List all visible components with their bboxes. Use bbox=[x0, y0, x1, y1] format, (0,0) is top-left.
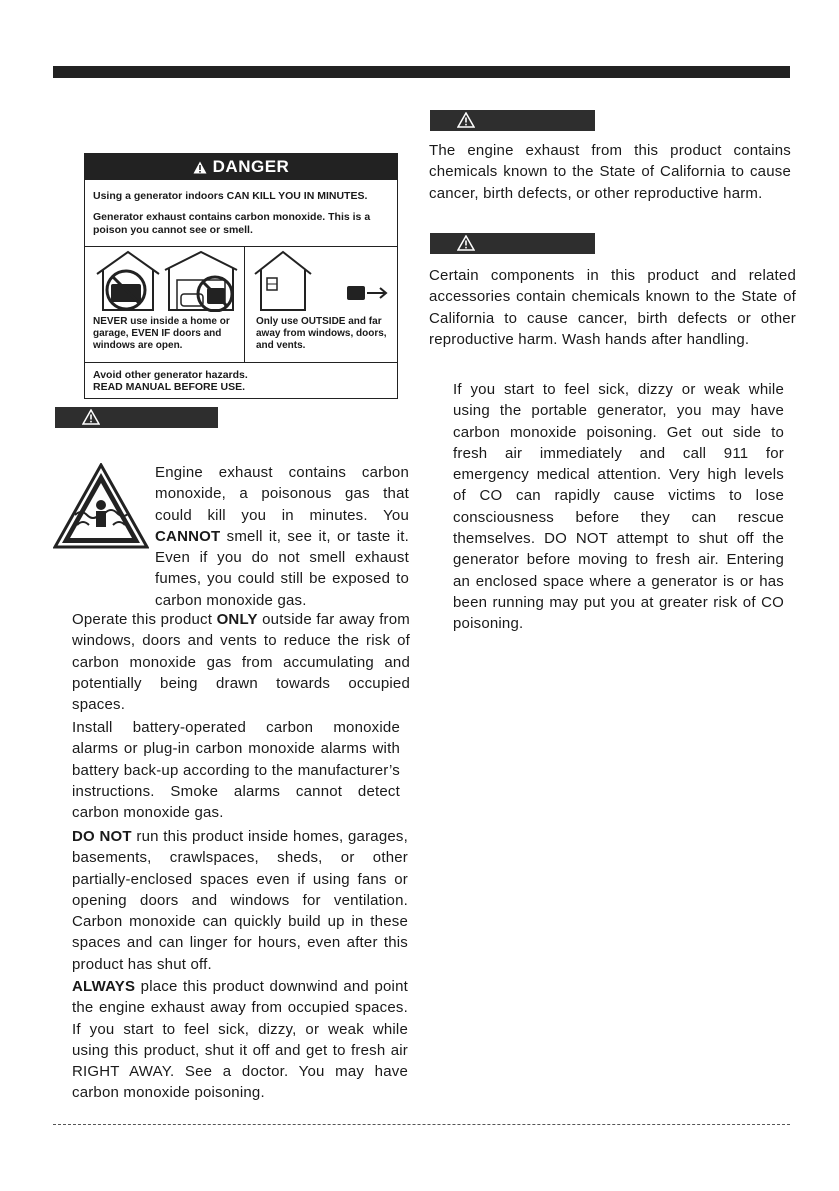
panel-left-text: NEVER use inside a home or garage, EVEN IF doors and windows are open. bbox=[93, 316, 230, 351]
danger-footer-2: READ MANUAL BEFORE USE. bbox=[93, 381, 246, 393]
divider bbox=[244, 246, 245, 362]
danger-footer-1: Avoid other generator hazards. bbox=[93, 369, 248, 381]
outdoor-use-pictogram bbox=[251, 250, 391, 312]
co-intro-text: Engine exhaust contains carbon monoxide, a poisonous gas that could kill you in minutes. You bbox=[155, 464, 409, 524]
warning-bar bbox=[430, 110, 595, 131]
warning-triangle-icon bbox=[193, 161, 207, 174]
co-p4-bold: ALWAYS bbox=[72, 978, 136, 995]
danger-header bbox=[85, 154, 397, 180]
co-poisoning-paragraph: If you start to feel sick, dizzy or weak while using the portable generator, you may have carbon monoxide poisoning. Get out side to fresh air immediately and call 911 for emergency medical attention. Very high levels of CO can rapidly cause victims to lose consciousness before they can rescue themselves. DO NOT attempt to shut off the generator before moving to fresh air. Entering an enclosed space where a generator is or has been running may put you at greater risk of CO poisoning. bbox=[453, 381, 784, 633]
co-paragraph-3 bbox=[72, 826, 408, 975]
co-p4-post: place this product downwind and point the engine exhaust away from occupied spaces. If you start to feel sick, dizzy, or weak while using this product, shut it off and get to fresh air RIGHT AWAY. See a doctor. You may have carbon monoxide poisoning. bbox=[72, 978, 408, 1102]
danger-line-2: Generator exhaust contains carbon monoxide. This is a poison you cannot see or smell. bbox=[93, 211, 371, 236]
divider bbox=[85, 246, 397, 247]
co-paragraph-2: Install battery-operated carbon monoxide alarms or plug-in carbon monoxide alarms with battery back-up according to the manufacturer’s instructions. Smoke alarms cannot detect carbon monoxide gas. bbox=[72, 719, 400, 822]
co-p3-post: run this product inside homes, garages, basements, crawlspaces, sheds, or other partially-enclosed spaces even if using fans or opening doors and windows for ventilation. Carbon monoxide can quickly build up in these spaces and can linger for hours, even after this product has shut off. bbox=[72, 828, 408, 973]
warning-bar bbox=[430, 233, 595, 254]
co-intro-bold: CANNOT bbox=[155, 527, 221, 545]
co-paragraph-4 bbox=[72, 976, 408, 1104]
co-intro-text: smell it, see it, or taste it. Even if you do not smell exhaust fumes, you could still be exposed to carbon monoxide gas. bbox=[155, 527, 409, 609]
co-p1-bold: ONLY bbox=[216, 611, 258, 628]
warning-triangle-icon bbox=[457, 235, 475, 251]
co-paragraph-1 bbox=[72, 609, 410, 715]
danger-line-1-bold: CAN KILL YOU IN MINUTES. bbox=[226, 190, 368, 202]
header-bar bbox=[53, 66, 790, 78]
co-p3-bold: DO NOT bbox=[72, 828, 132, 845]
danger-title: DANGER bbox=[212, 157, 290, 176]
danger-line-1 bbox=[85, 190, 375, 203]
warning-triangle-icon bbox=[457, 112, 475, 128]
co-intro bbox=[155, 462, 409, 611]
prop65-paragraph-2: Certain components in this product and related accessories contain chemicals known to the State of California to cause cancer, birth defects or other reproductive harm. Wash hands after handling. bbox=[429, 267, 796, 348]
danger-label bbox=[84, 153, 398, 399]
co-p1-post: outside far away from windows, doors and vents to reduce the risk of carbon monoxide gas from accumulating and potentially being drawn towards occupied spaces. bbox=[72, 611, 410, 714]
danger-line-1-pre: Using a generator indoors bbox=[93, 190, 227, 202]
divider bbox=[85, 362, 397, 363]
no-indoor-use-pictogram bbox=[93, 250, 241, 312]
panel-right-text: Only use OUTSIDE and far away from windows, doors, and vents. bbox=[256, 316, 387, 351]
warning-bar bbox=[55, 407, 218, 428]
carbon-monoxide-hazard-icon bbox=[53, 463, 149, 551]
prop65-paragraph-1: The engine exhaust from this product contains chemicals known to the State of California to cause cancer, birth defects, or other reproductive harm. bbox=[429, 142, 791, 202]
footer-dashed-rule bbox=[53, 1124, 790, 1125]
warning-triangle-icon bbox=[82, 409, 100, 425]
co-p1-pre: Operate this product bbox=[72, 611, 217, 628]
